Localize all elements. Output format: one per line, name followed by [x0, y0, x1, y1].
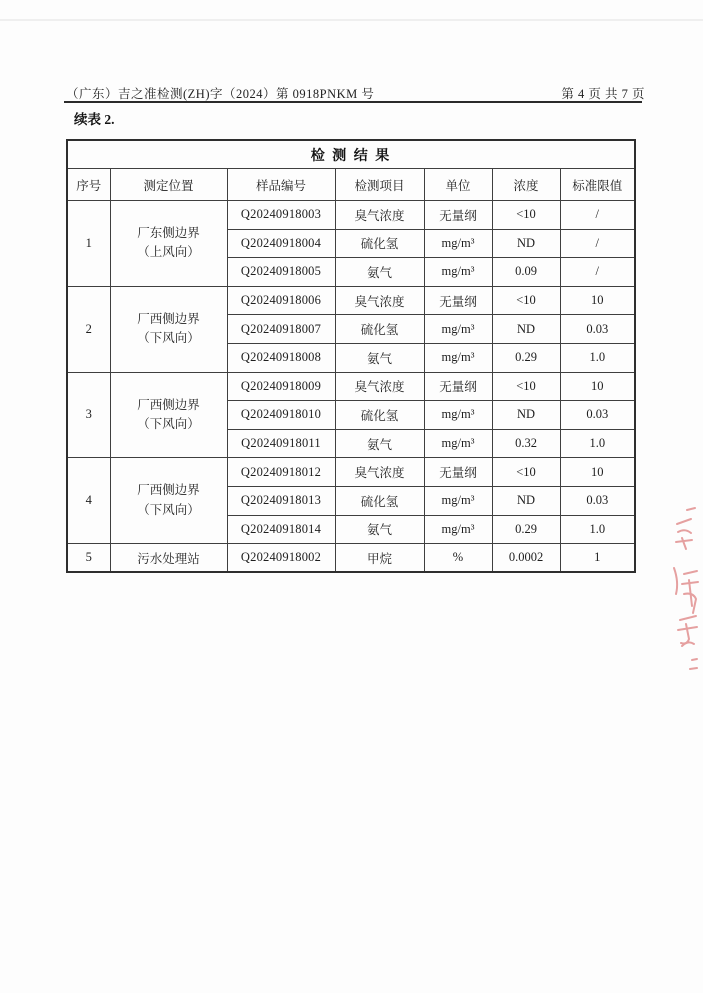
column-header-no: 序号 — [67, 169, 110, 201]
cell-sample-number: Q20240918003 — [227, 201, 335, 230]
cell-limit: 0.03 — [560, 315, 635, 344]
cell-test-item: 氨气 — [335, 258, 424, 287]
cell-unit: mg/m³ — [424, 401, 492, 430]
column-header-location: 测定位置 — [110, 169, 227, 201]
cell-location: 污水处理站 — [110, 544, 227, 573]
cell-test-item: 硫化氢 — [335, 315, 424, 344]
cell-unit: 无量纲 — [424, 372, 492, 401]
table-row — [67, 286, 635, 315]
cell-unit: mg/m³ — [424, 486, 492, 515]
cell-location — [110, 458, 227, 544]
column-header-limit: 标准限值 — [560, 169, 635, 201]
cell-sample-number: Q20240918002 — [227, 544, 335, 573]
results-table — [66, 139, 636, 573]
cell-concentration: <10 — [492, 372, 560, 401]
cell-concentration: <10 — [492, 286, 560, 315]
cell-concentration: 0.32 — [492, 429, 560, 458]
location-line: （下风向） — [137, 331, 200, 346]
cell-concentration: 0.0002 — [492, 544, 560, 573]
cell-concentration: <10 — [492, 201, 560, 230]
cell-sample-number: Q20240918007 — [227, 315, 335, 344]
table-header-row — [67, 169, 635, 201]
document-header — [66, 84, 645, 102]
cell-row-number: 3 — [67, 372, 110, 458]
table-row — [67, 458, 635, 487]
cell-unit: mg/m³ — [424, 258, 492, 287]
table-row — [67, 544, 635, 573]
table-title-row — [67, 140, 635, 169]
cell-limit: / — [560, 258, 635, 287]
cell-limit: 1.0 — [560, 343, 635, 372]
cell-unit: mg/m³ — [424, 429, 492, 458]
cell-test-item: 甲烷 — [335, 544, 424, 573]
cell-concentration: ND — [492, 229, 560, 258]
cell-concentration: 0.29 — [492, 343, 560, 372]
cell-sample-number: Q20240918008 — [227, 343, 335, 372]
table-title: 检 测 结 果 — [67, 140, 635, 169]
cell-sample-number: Q20240918006 — [227, 286, 335, 315]
cell-row-number: 5 — [67, 544, 110, 573]
cell-limit: 0.03 — [560, 486, 635, 515]
cell-unit: mg/m³ — [424, 515, 492, 544]
cell-limit: / — [560, 229, 635, 258]
cell-test-item: 臭气浓度 — [335, 372, 424, 401]
cell-test-item: 硫化氢 — [335, 229, 424, 258]
cell-sample-number: Q20240918005 — [227, 258, 335, 287]
location-line: 厂西侧边界 — [137, 483, 200, 498]
continuation-table-label: 续表 2. — [74, 112, 115, 127]
cell-sample-number: Q20240918012 — [227, 458, 335, 487]
location-line: 厂东侧边界 — [137, 226, 200, 241]
scan-edge-line — [0, 19, 703, 21]
cell-limit: 0.03 — [560, 401, 635, 430]
cell-unit: mg/m³ — [424, 229, 492, 258]
cell-sample-number: Q20240918011 — [227, 429, 335, 458]
header-rule — [64, 101, 642, 103]
cell-row-number: 1 — [67, 201, 110, 287]
cell-test-item: 臭气浓度 — [335, 458, 424, 487]
cell-test-item: 硫化氢 — [335, 401, 424, 430]
location-line: （下风向） — [137, 502, 200, 517]
page-number: 第 4 页 共 7 页 — [561, 87, 645, 101]
cell-limit: 1.0 — [560, 429, 635, 458]
location-line: 厂西侧边界 — [137, 311, 200, 326]
cell-location — [110, 201, 227, 287]
cell-row-number: 2 — [67, 286, 110, 372]
cell-sample-number: Q20240918014 — [227, 515, 335, 544]
cell-concentration: 0.09 — [492, 258, 560, 287]
column-header-unit: 单位 — [424, 169, 492, 201]
cell-unit: mg/m³ — [424, 343, 492, 372]
location-line: 厂西侧边界 — [137, 397, 200, 412]
cell-sample-number: Q20240918004 — [227, 229, 335, 258]
cell-test-item: 臭气浓度 — [335, 201, 424, 230]
cell-unit: 无量纲 — [424, 286, 492, 315]
cell-concentration: ND — [492, 401, 560, 430]
column-header-sample: 样品编号 — [227, 169, 335, 201]
cell-concentration: 0.29 — [492, 515, 560, 544]
cell-test-item: 氨气 — [335, 515, 424, 544]
cell-sample-number: Q20240918009 — [227, 372, 335, 401]
cell-limit: 1.0 — [560, 515, 635, 544]
cell-location — [110, 372, 227, 458]
column-header-item: 检测项目 — [335, 169, 424, 201]
cell-limit: 10 — [560, 458, 635, 487]
cell-row-number: 4 — [67, 458, 110, 544]
location-line: （下风向） — [137, 416, 200, 431]
cell-limit: 10 — [560, 286, 635, 315]
cell-unit: 无量纲 — [424, 458, 492, 487]
cell-concentration: <10 — [492, 458, 560, 487]
red-stamp-marks — [665, 498, 703, 676]
cell-sample-number: Q20240918013 — [227, 486, 335, 515]
table-row — [67, 201, 635, 230]
cell-unit: mg/m³ — [424, 315, 492, 344]
cell-test-item: 氨气 — [335, 429, 424, 458]
cell-test-item: 臭气浓度 — [335, 286, 424, 315]
cell-limit: 10 — [560, 372, 635, 401]
column-header-concentration: 浓度 — [492, 169, 560, 201]
cell-test-item: 氨气 — [335, 343, 424, 372]
cell-concentration: ND — [492, 315, 560, 344]
cell-limit: 1 — [560, 544, 635, 573]
cell-test-item: 硫化氢 — [335, 486, 424, 515]
report-number: （广东）吉之准检测(ZH)字（2024）第 0918PNKM 号 — [66, 87, 375, 101]
cell-unit: 无量纲 — [424, 201, 492, 230]
location-line: （上风向） — [137, 245, 200, 260]
table-row — [67, 372, 635, 401]
cell-concentration: ND — [492, 486, 560, 515]
cell-unit: % — [424, 544, 492, 573]
cell-sample-number: Q20240918010 — [227, 401, 335, 430]
cell-location — [110, 286, 227, 372]
cell-limit: / — [560, 201, 635, 230]
